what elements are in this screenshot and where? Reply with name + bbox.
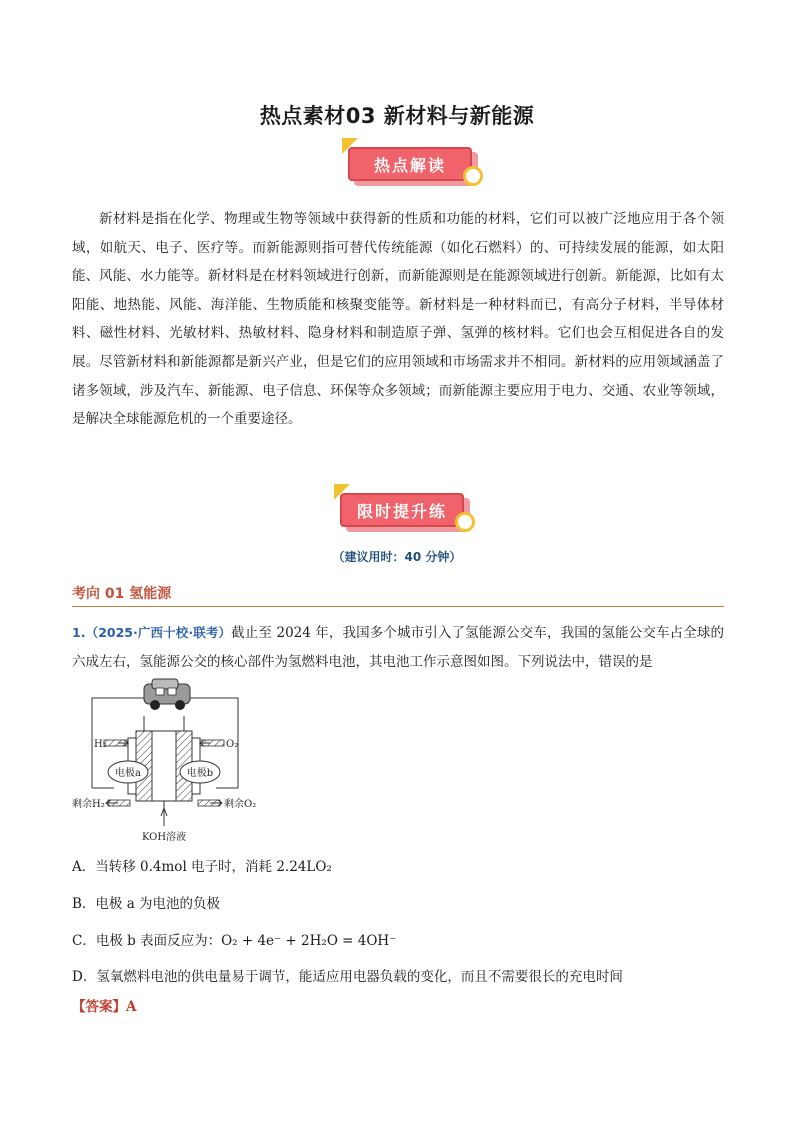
option-a-label: A．: [72, 859, 96, 875]
option-d-label: D．: [72, 969, 97, 985]
bus-icon: [144, 679, 190, 710]
page-title: 热点素材03 新材料与新能源: [259, 104, 535, 128]
option-a-text: 当转移 0.4mol 电子时，消耗 2.24LO₂: [95, 859, 332, 875]
ring-icon: [463, 166, 483, 186]
flag-icon: [334, 484, 350, 500]
option-d-text: 氢氧燃料电池的供电量易于调节，能适应用电器负载的变化，而且不需要很长的充电时间: [96, 969, 623, 985]
answer: [72, 995, 136, 1015]
question-number: 1.: [72, 625, 86, 640]
answer-label: 【答案】: [72, 999, 126, 1015]
banner-label: 热点解读: [348, 147, 472, 181]
banner-timed-practice: [336, 490, 486, 538]
electrolyte-label: KOH溶液: [141, 832, 187, 843]
option-b-label: B．: [72, 896, 96, 912]
time-hint: （建议用时：40 分钟）: [332, 550, 462, 564]
question-text: 截止至 2024 年，我国多个城市引入了氢能源公交车，我国的氢能公交车占全球的六成左右，氢能源公交的核心部件为氢燃料电池，其电池工作示意图如图。下列说法中，错误的是: [72, 625, 724, 670]
option-b-text: 电极 a 为电池的负极: [95, 896, 221, 912]
ring-icon: [455, 512, 475, 532]
flag-icon: [342, 138, 358, 154]
banner-hot-interpretation: [344, 144, 494, 192]
h2-inlet-label: H₂: [94, 739, 107, 750]
intro-paragraph: 新材料是指在化学、物理或生物等领域中获得新的性质和功能的材料，它们可以被广泛地应用于各个领域，如航天、电子、医疗等。而新能源则指可替代传统能源（如化石燃料）的、可持续发展的能源，如太阳能、风能、水力能等。新材料是在材料领域进行创新，而新能源则是在能源领域进行创新。新能源，比如有太阳能、地热能、风能、海洋能、生物质能和核聚变能等。新材料是一种材料而已，有高分子材料，半导体材料、磁性材料、光敏材料、热敏材料、隐身材料和制造原子弹、氢弹的核材料。它们也会互相促进各自的发展。尽管新材料和新能源都是新兴产业，但是它们的应用领域和市场需求并不相同。新材料的应用领域涵盖了诸多领域，涉及汽车、新能源、电子信息、环保等众多领域；而新能源主要应用于电力、交通、农业等领域，是解决全球能源危机的一个重要途径。: [72, 211, 724, 428]
section-heading: 考向 01 氢能源: [72, 583, 724, 607]
fuel-cell-diagram: [72, 676, 272, 846]
option-c-text: 电极 b 表面反应为：O₂ + 4e⁻ + 2H₂O = 4OH⁻: [95, 933, 397, 949]
h2-outlet-label: 剩余H₂: [72, 799, 105, 810]
option-b: [72, 892, 724, 912]
o2-inlet-label: O₂: [226, 739, 239, 750]
electrode-a-label: 电极a: [115, 768, 141, 779]
banner-label: 限时提升练: [340, 493, 464, 527]
option-d: [72, 965, 724, 985]
answer-value: A: [126, 999, 137, 1015]
option-c: [72, 929, 724, 949]
question-source: （2025·广西十校·联考）: [85, 625, 232, 640]
electrolyte-chamber: [152, 731, 176, 801]
option-c-label: C．: [72, 933, 96, 949]
option-a: [72, 855, 724, 875]
electrode-b-label: 电极b: [186, 768, 214, 779]
question-stem: [72, 618, 724, 677]
o2-outlet-label: 剩余O₂: [224, 799, 257, 810]
